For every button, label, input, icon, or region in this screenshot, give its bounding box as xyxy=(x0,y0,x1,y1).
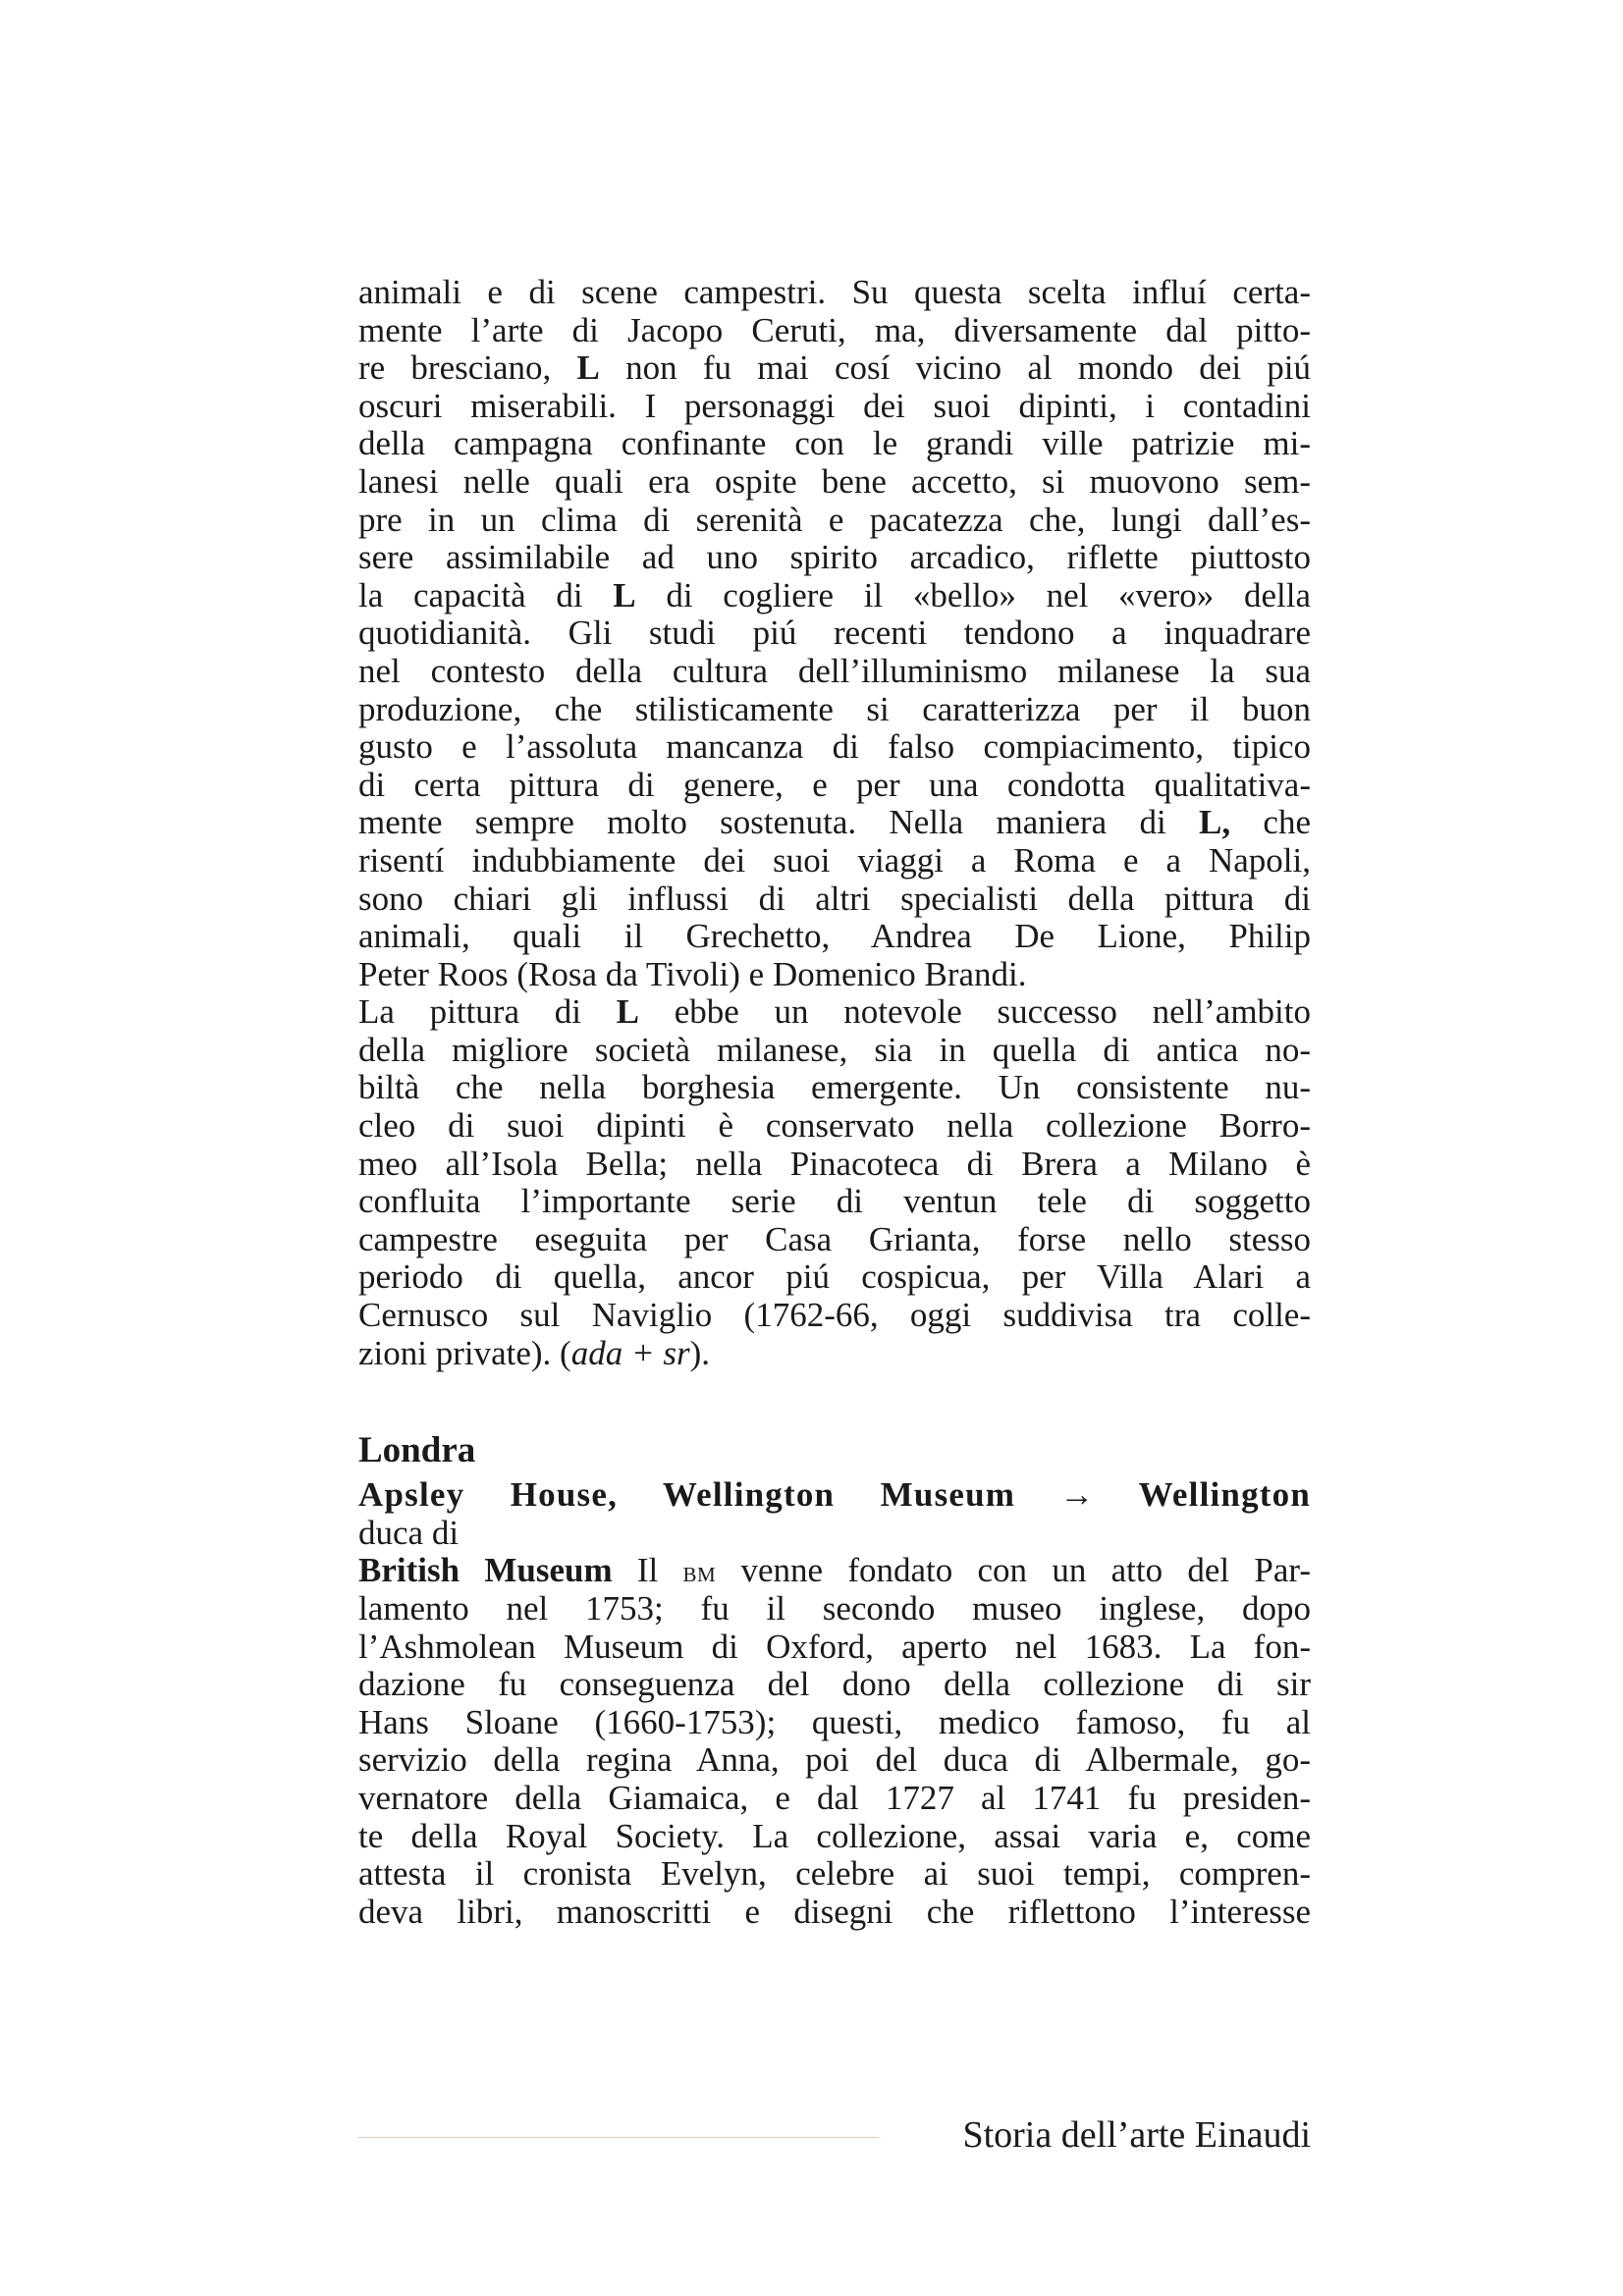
text-line: risentí indubbiamente dei suoi viaggi a Roma e a Napoli, xyxy=(358,840,1311,880)
cross-reference-arrow-icon: → xyxy=(1059,1475,1095,1515)
text-line: Peter Roos (Rosa da Tivoli) e Domenico Brandi. xyxy=(358,954,1027,993)
bold-term: L, xyxy=(1199,803,1231,842)
text-line: mente l’arte di Jacopo Ceruti, ma, diversamente dal pitto- xyxy=(358,310,1311,349)
text-line: vernatore della Giamaica, e dal 1727 al 1741 fu presiden- xyxy=(358,1778,1311,1817)
text-line: campestre eseguita per Casa Grianta, forse nello stesso xyxy=(358,1219,1311,1258)
text-line: lanesi nelle quali era ospite bene accetto, si muovono sem- xyxy=(358,461,1311,501)
page-footer xyxy=(358,2110,1311,2160)
bold-term: L xyxy=(616,992,640,1032)
text-line: produzione, che stilisticamente si caratterizza per il buon xyxy=(358,689,1311,728)
text-line: oscuri miserabili. I personaggi dei suoi dipinti, i contadini xyxy=(358,386,1311,425)
text-line: biltà che nella borghesia emergente. Un consistente nu- xyxy=(358,1068,1311,1107)
text-line: quotidianità. Gli studi piú recenti tendono a inquadrare xyxy=(358,614,1311,653)
text-line: l’Ashmolean Museum di Oxford, aperto nel 1683. La fon- xyxy=(358,1627,1311,1666)
text-line: della campagna confinante con le grandi ville patrizie mi- xyxy=(358,424,1311,463)
text-line: la capacità di L di cogliere il «bello» nel «vero» della xyxy=(358,575,1311,614)
text-line: dazione fu conseguenza del dono della collezione di sir xyxy=(358,1665,1311,1704)
text-line: deva libri, manoscritti e disegni che riflettono l’interesse xyxy=(358,1892,1311,1931)
entry-apsley-house xyxy=(358,1476,1311,1552)
text-line: della migliore società milanese, sia in quella di antica no- xyxy=(358,1030,1311,1069)
entry-apsley-line xyxy=(358,1476,1311,1515)
text-line: nel contesto della cultura dell’illuminismo milanese la sua xyxy=(358,651,1311,690)
footer-title: Storia dell’arte Einaudi xyxy=(962,2114,1311,2156)
text-line: sere assimilabile ad uno spirito arcadico, riflette piuttosto xyxy=(358,538,1311,577)
entry-apsley-title: Apsley House, Wellington Museum xyxy=(358,1475,1016,1515)
text-line: di certa pittura di genere, e per una condotta qualitativa- xyxy=(358,765,1311,804)
author-initials: ada + sr xyxy=(570,1333,690,1372)
text-line: sono chiari gli influssi di altri specialisti della pittura di xyxy=(358,879,1311,918)
abbreviation: bm xyxy=(682,1556,717,1589)
text-line: lamento nel 1753; fu il secondo museo inglese, dopo xyxy=(358,1589,1311,1628)
text-line: zioni private). (ada + sr). xyxy=(358,1333,710,1372)
page-body xyxy=(358,274,1311,1931)
text-line: pre in un clima di serenità e pacatezza che, lungi dall’es- xyxy=(358,500,1311,539)
text-line: te della Royal Society. La collezione, assai varia e, come xyxy=(358,1816,1311,1855)
text-line: meo all’Isola Bella; nella Pinacoteca di Brera a Milano è xyxy=(358,1144,1311,1183)
footer-rule xyxy=(358,2137,879,2138)
text-line: re bresciano, L non fu mai cosí vicino al mondo dei piú xyxy=(358,348,1312,388)
text-line: British Museum Il bm venne fondato con un atto del Par- xyxy=(358,1551,1311,1590)
section-heading-londra: Londra xyxy=(358,1430,476,1471)
text-line: Hans Sloane (1660-1753); questi, medico famoso, fu al xyxy=(358,1702,1311,1741)
entry-british-museum-text xyxy=(358,1552,1311,1931)
text-line: animali, quali il Grechetto, Andrea De Lione, Philip xyxy=(358,917,1311,956)
text-line: servizio della regina Anna, poi del duca di Albermale, go- xyxy=(358,1740,1311,1780)
text-line: mente sempre molto sostenuta. Nella maniera di L, che xyxy=(358,803,1311,842)
cross-reference-target[interactable]: Wellington xyxy=(1138,1475,1312,1515)
text-line: attesta il cronista Evelyn, celebre ai suoi tempi, compren- xyxy=(358,1854,1311,1894)
text-line: animali e di scene campestri. Su questa scelta influí certa- xyxy=(358,273,1311,311)
text-line: Cernusco sul Naviglio (1762-66, oggi suddivisa tra colle- xyxy=(358,1296,1311,1335)
entry-l-text xyxy=(358,274,1311,1372)
bold-term: L xyxy=(576,348,600,388)
entry-apsley-line: duca di xyxy=(358,1513,460,1552)
text-line: gusto e l’assoluta mancanza di falso compiacimento, tipico xyxy=(358,727,1311,767)
text-line: La pittura di L ebbe un notevole successo nell’ambito xyxy=(358,992,1311,1032)
bold-term: L xyxy=(613,575,636,614)
text-line: cleo di suoi dipinti è conservato nella collezione Borro- xyxy=(358,1106,1311,1146)
text-line: confluita l’importante serie di ventun tele di soggetto xyxy=(358,1182,1311,1221)
text-line: periodo di quella, ancor piú cospicua, per Villa Alari a xyxy=(358,1257,1311,1297)
bold-term: British Museum xyxy=(358,1551,613,1590)
